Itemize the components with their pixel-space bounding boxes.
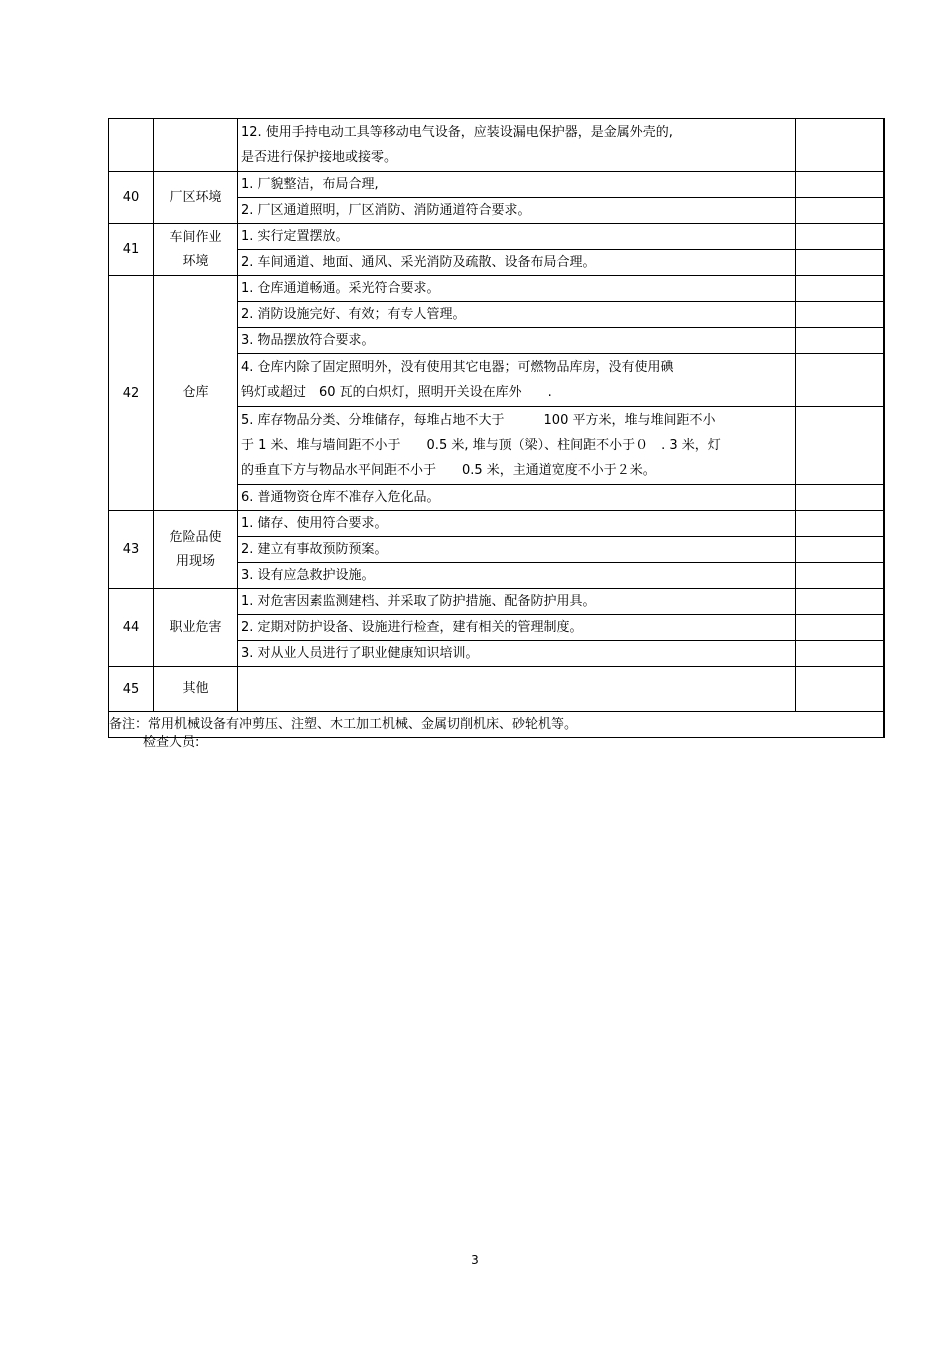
result-cell[interactable] bbox=[796, 119, 884, 172]
result-cell[interactable] bbox=[796, 615, 884, 641]
item-cell: 3. 物品摆放符合要求。 bbox=[238, 328, 796, 354]
item-cell: 1. 储存、使用符合要求。 bbox=[238, 511, 796, 537]
item-cell: 3. 设有应急救护设施。 bbox=[238, 563, 796, 589]
table-row bbox=[109, 119, 884, 172]
category-text: 环境 bbox=[182, 253, 209, 269]
item-cell: 2. 建立有事故预防预案。 bbox=[238, 537, 796, 563]
category-cell bbox=[154, 119, 238, 172]
item-cell: 3. 对从业人员进行了职业健康知识培训。 bbox=[238, 641, 796, 667]
item-text: 12. 使用手持电动工具等移动电气设备，应装设漏电保护器，是金属外壳的, bbox=[241, 125, 673, 140]
result-cell[interactable] bbox=[796, 563, 884, 589]
result-cell[interactable] bbox=[796, 511, 884, 537]
item-text: 4. 仓库内除了固定照明外，没有使用其它电器；可燃物品库房，没有使用碘 bbox=[241, 360, 674, 375]
table-row bbox=[109, 589, 884, 615]
inspector-label: 检查人员: bbox=[143, 735, 200, 750]
item-cell bbox=[238, 354, 796, 407]
item-cell bbox=[238, 407, 796, 485]
category-text: 车间作业 bbox=[169, 229, 222, 245]
number-cell: 45 bbox=[109, 667, 154, 712]
safety-checklist-table bbox=[108, 118, 885, 738]
table-row bbox=[109, 276, 884, 302]
item-cell: 2. 厂区通道照明，厂区消防、消防通道符合要求。 bbox=[238, 198, 796, 224]
number-cell: 43 bbox=[109, 511, 154, 589]
table-row bbox=[109, 511, 884, 537]
item-cell: 1. 对危害因素监测建档、并采取了防护措施、配备防护用具。 bbox=[238, 589, 796, 615]
category-text: 用现场 bbox=[175, 553, 215, 569]
category-cell: 其他 bbox=[154, 667, 238, 712]
item-cell bbox=[238, 119, 796, 172]
result-cell[interactable] bbox=[796, 250, 884, 276]
result-cell[interactable] bbox=[796, 302, 884, 328]
result-cell[interactable] bbox=[796, 328, 884, 354]
result-cell[interactable] bbox=[796, 589, 884, 615]
category-text: 危险品使 bbox=[169, 529, 222, 545]
remarks-note: 备注：常用机械设备有冲剪压、注塑、木工加工机械、金属切削机床、砂轮机等。 bbox=[109, 712, 884, 738]
item-cell bbox=[238, 667, 796, 712]
item-text: 是否进行保护接地或接零。 bbox=[241, 150, 398, 165]
number-cell bbox=[109, 119, 154, 172]
item-cell: 6. 普通物资仓库不准存入危化品。 bbox=[238, 485, 796, 511]
item-cell: 1. 厂貌整洁，布局合理, bbox=[238, 172, 796, 198]
number-cell: 41 bbox=[109, 224, 154, 276]
result-cell[interactable] bbox=[796, 224, 884, 250]
item-cell: 2. 定期对防护设备、设施进行检查，建有相关的管理制度。 bbox=[238, 615, 796, 641]
table-row bbox=[109, 712, 884, 738]
result-cell[interactable] bbox=[796, 667, 884, 712]
item-cell: 1. 仓库通道畅通。采光符合要求。 bbox=[238, 276, 796, 302]
result-cell[interactable] bbox=[796, 276, 884, 302]
result-cell[interactable] bbox=[796, 407, 884, 485]
table-row bbox=[109, 667, 884, 712]
result-cell[interactable] bbox=[796, 354, 884, 407]
number-cell: 44 bbox=[109, 589, 154, 667]
table-row bbox=[109, 224, 884, 250]
item-text: 5. 库存物品分类、分堆储存，每堆占地不大于 100 平方米，堆与堆间距不小 bbox=[241, 413, 716, 428]
item-cell: 2. 消防设施完好、有效；有专人管理。 bbox=[238, 302, 796, 328]
category-cell bbox=[154, 511, 238, 589]
item-text: 钨灯或超过 60 瓦的白炽灯，照明开关设在库外 . bbox=[241, 385, 552, 400]
result-cell[interactable] bbox=[796, 641, 884, 667]
result-cell[interactable] bbox=[796, 537, 884, 563]
number-cell: 42 bbox=[109, 276, 154, 511]
category-cell bbox=[154, 224, 238, 276]
item-cell: 2. 车间通道、地面、通风、采光消防及疏散、设备布局合理。 bbox=[238, 250, 796, 276]
item-text: 的垂直下方与物品水平间距不小于 0.5 米，主通道宽度不小于２米。 bbox=[241, 463, 656, 478]
result-cell[interactable] bbox=[796, 485, 884, 511]
category-cell: 仓库 bbox=[154, 276, 238, 511]
result-cell[interactable] bbox=[796, 172, 884, 198]
item-cell: 1. 实行定置摆放。 bbox=[238, 224, 796, 250]
category-cell: 职业危害 bbox=[154, 589, 238, 667]
result-cell[interactable] bbox=[796, 198, 884, 224]
page-number: 3 bbox=[471, 1253, 479, 1267]
item-text: 于 1 米、堆与墙间距不小于 0.5 米, 堆与顶（梁）、柱间距不小于０ . 3 米，灯 bbox=[241, 438, 721, 453]
table-row bbox=[109, 172, 884, 198]
number-cell: 40 bbox=[109, 172, 154, 224]
category-cell: 厂区环境 bbox=[154, 172, 238, 224]
